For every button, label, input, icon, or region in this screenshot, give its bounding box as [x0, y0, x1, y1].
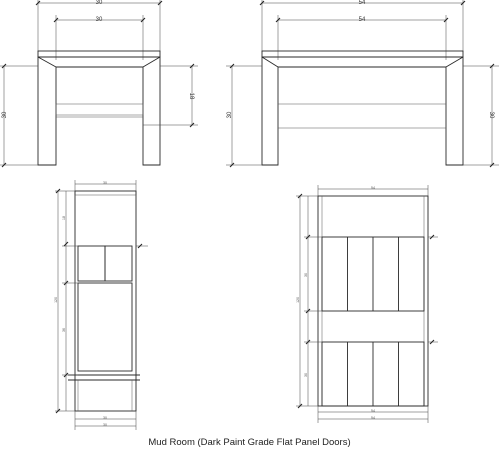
bench-30-height-left: 30: [2, 111, 8, 119]
drawing-caption: Mud Room (Dark Paint Grade Flat Panel Doors): [148, 437, 351, 448]
bench-54-width-outer: 54: [358, 0, 366, 6]
cabinet-left-total-height: 120: [54, 297, 58, 303]
bench-54-height-right: 30: [488, 111, 494, 119]
cabinet-right-total-height: 120: [296, 297, 300, 303]
cabinet-right-elevation: [296, 185, 438, 423]
bench-30-width-outer: 30: [95, 0, 103, 6]
cabinet-right-bottom-dim-1: 54: [371, 409, 375, 413]
cabinet-left-mid-height: 36: [62, 328, 66, 332]
cabinet-right-upper-height: 30: [304, 273, 308, 277]
bench-30-height-right: 18: [188, 92, 194, 100]
cabinet-right-top-dim: 54: [371, 186, 375, 190]
cabinet-right-bottom-dim-2: 54: [371, 416, 375, 420]
cabinet-right-lower-height: 30: [304, 373, 308, 377]
cabinet-left-elevation: [54, 180, 148, 430]
bench-30-width-inner: 30: [95, 17, 103, 23]
cabinet-left-bottom-dim-2: 30: [103, 423, 107, 427]
bench-54-height-left: 30: [227, 111, 233, 119]
cabinet-left-bottom-dim-1: 30: [103, 416, 107, 420]
cabinet-left-top-dim: 30: [103, 181, 107, 185]
bench-54-width-inner: 54: [358, 17, 366, 23]
bench-30-elevation: [0, 0, 198, 167]
bench-54-elevation: [226, 0, 499, 167]
cabinet-left-upper-height: 18: [62, 216, 66, 220]
